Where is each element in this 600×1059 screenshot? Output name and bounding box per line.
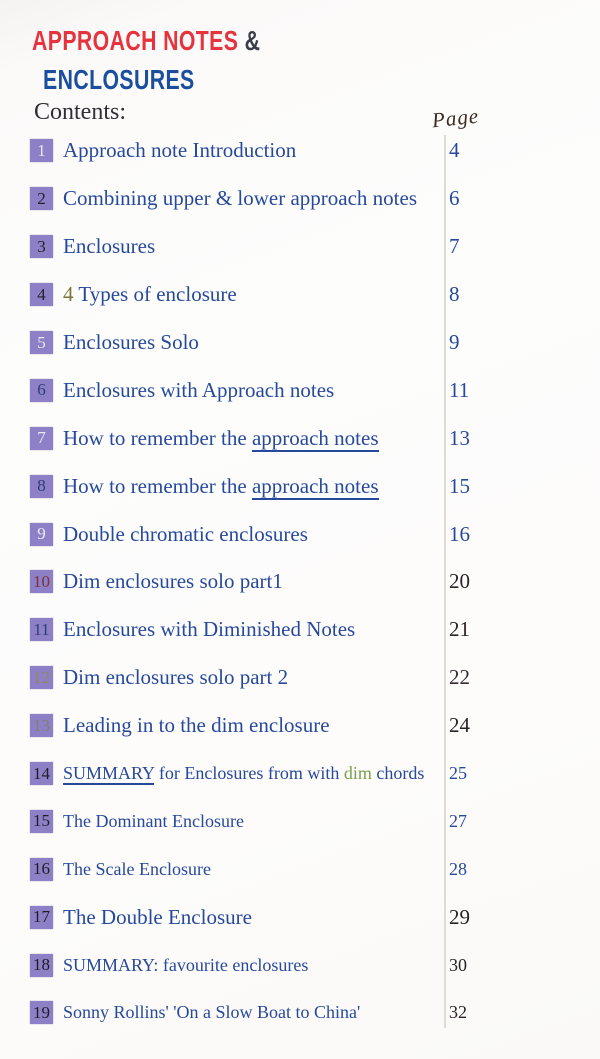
item-number-badge: 3	[30, 235, 53, 258]
item-page-number: 25	[449, 763, 467, 784]
toc-row	[0, 654, 600, 702]
item-page-number: 22	[449, 665, 470, 690]
item-title-segment: Dim enclosures solo part1	[63, 569, 283, 594]
item-page-number: 30	[449, 954, 467, 975]
item-title	[63, 234, 155, 259]
toc-row	[0, 606, 600, 654]
item-page-number: 6	[449, 186, 460, 211]
item-title-segment: Enclosures	[63, 234, 156, 259]
page-title-main: APPROACH NOTES	[32, 25, 239, 56]
item-page-number: 27	[449, 810, 467, 831]
toc-row	[0, 941, 600, 989]
item-page-number: 16	[449, 521, 470, 546]
toc-row	[0, 366, 600, 414]
toc-row	[0, 558, 600, 606]
item-number-badge: 17	[30, 906, 53, 929]
item-title-segment: How to remember the	[63, 425, 252, 450]
item-title-segment: Double chromatic enclosures	[63, 521, 308, 546]
item-page-number: 15	[449, 473, 470, 498]
item-number-badge: 15	[30, 810, 53, 833]
item-title	[63, 426, 379, 451]
item-title-segment: The Double Enclosure	[63, 904, 252, 929]
item-number-badge: 14	[30, 762, 53, 785]
item-page-number: 28	[449, 858, 467, 879]
item-title-segment: The Scale Enclosure	[63, 858, 211, 879]
item-number-badge: 1	[30, 139, 53, 162]
toc-row	[0, 319, 600, 367]
item-title-segment: Sonny Rollins' 'On a Slow Boat to China'	[63, 1002, 361, 1023]
item-page-number: 20	[449, 569, 470, 594]
item-title-segment: approach notes	[251, 425, 379, 450]
toc-row	[0, 797, 600, 845]
item-title	[63, 330, 199, 355]
toc-row	[0, 702, 600, 750]
toc-list	[0, 127, 600, 1037]
toc-row	[0, 414, 600, 462]
item-title	[63, 138, 296, 163]
item-title	[63, 617, 355, 642]
item-title-segment: for Enclosures from with	[154, 763, 344, 784]
item-page-number: 4	[449, 138, 460, 163]
item-title	[63, 905, 252, 930]
page-title	[32, 27, 260, 55]
contents-label: Contents:	[34, 99, 127, 125]
item-title-segment: chords	[371, 763, 425, 784]
item-page-number: 8	[449, 282, 460, 307]
item-number-badge: 11	[30, 618, 53, 641]
item-number-badge: 6	[30, 379, 53, 402]
item-title	[63, 955, 308, 976]
item-title-segment: Enclosures with Diminished Notes	[63, 617, 356, 642]
item-title-segment: approach notes	[251, 473, 379, 498]
item-title-segment: dim	[343, 763, 372, 784]
item-page-number: 29	[449, 904, 470, 929]
item-page-number: 9	[449, 330, 460, 354]
item-title-segment: Approach note Introduction	[63, 138, 297, 163]
item-page-number: 21	[449, 617, 470, 642]
item-page-number: 13	[449, 425, 470, 450]
toc-row	[0, 127, 600, 175]
item-number-badge: 19	[30, 1001, 53, 1024]
item-title	[63, 763, 424, 784]
item-title-segment: Leading in to the dim enclosure	[63, 713, 330, 738]
item-title-segment: SUMMARY	[63, 763, 155, 784]
item-page-number: 11	[449, 377, 470, 402]
toc-row	[0, 223, 600, 271]
item-number-badge: 10	[30, 570, 53, 593]
item-title-segment: Enclosures with Approach notes	[63, 377, 335, 402]
page-column-label: Page	[430, 103, 481, 133]
page-title-ampersand: &	[238, 25, 261, 56]
item-title-segment: 4	[63, 282, 79, 307]
item-number-badge: 7	[30, 427, 53, 450]
item-title-segment: Combining upper & lower approach notes	[63, 186, 418, 211]
item-title	[63, 665, 288, 690]
item-title	[63, 1002, 360, 1023]
item-page-number: 32	[449, 1002, 467, 1023]
item-title	[63, 859, 211, 880]
toc-row	[0, 271, 600, 319]
toc-row	[0, 510, 600, 558]
item-title-segment: The Dominant Enclosure	[63, 810, 244, 831]
item-number-badge: 16	[30, 858, 53, 881]
toc-row	[0, 845, 600, 893]
item-page-number: 7	[449, 234, 460, 259]
toc-row	[0, 750, 600, 798]
item-number-badge: 18	[30, 954, 53, 977]
item-title	[63, 474, 379, 499]
item-title	[63, 282, 237, 307]
item-title-segment: Dim enclosures solo part 2	[63, 665, 289, 690]
item-title	[63, 378, 334, 403]
item-number-badge: 5	[30, 331, 53, 354]
toc-row	[0, 893, 600, 941]
page-subtitle: ENCLOSURES	[43, 64, 195, 95]
item-title	[63, 713, 330, 738]
toc-row	[0, 175, 600, 223]
item-number-badge: 9	[30, 523, 53, 546]
item-title-segment: SUMMARY: favourite enclosures	[63, 954, 309, 975]
item-title-segment: Enclosures Solo	[63, 330, 199, 354]
item-title	[63, 522, 308, 547]
item-number-badge: 2	[30, 187, 53, 210]
item-title	[63, 811, 244, 832]
item-number-badge: 12	[30, 666, 53, 689]
item-number-badge: 4	[30, 283, 53, 306]
item-title	[63, 186, 417, 211]
item-number-badge: 13	[30, 714, 53, 737]
item-page-number: 24	[449, 713, 470, 738]
item-title	[63, 569, 283, 594]
toc-row	[0, 462, 600, 510]
item-title-segment: How to remember the	[63, 473, 252, 498]
item-number-badge: 8	[30, 475, 53, 498]
toc-row	[0, 989, 600, 1037]
item-title-segment: Types of enclosure	[78, 282, 237, 307]
